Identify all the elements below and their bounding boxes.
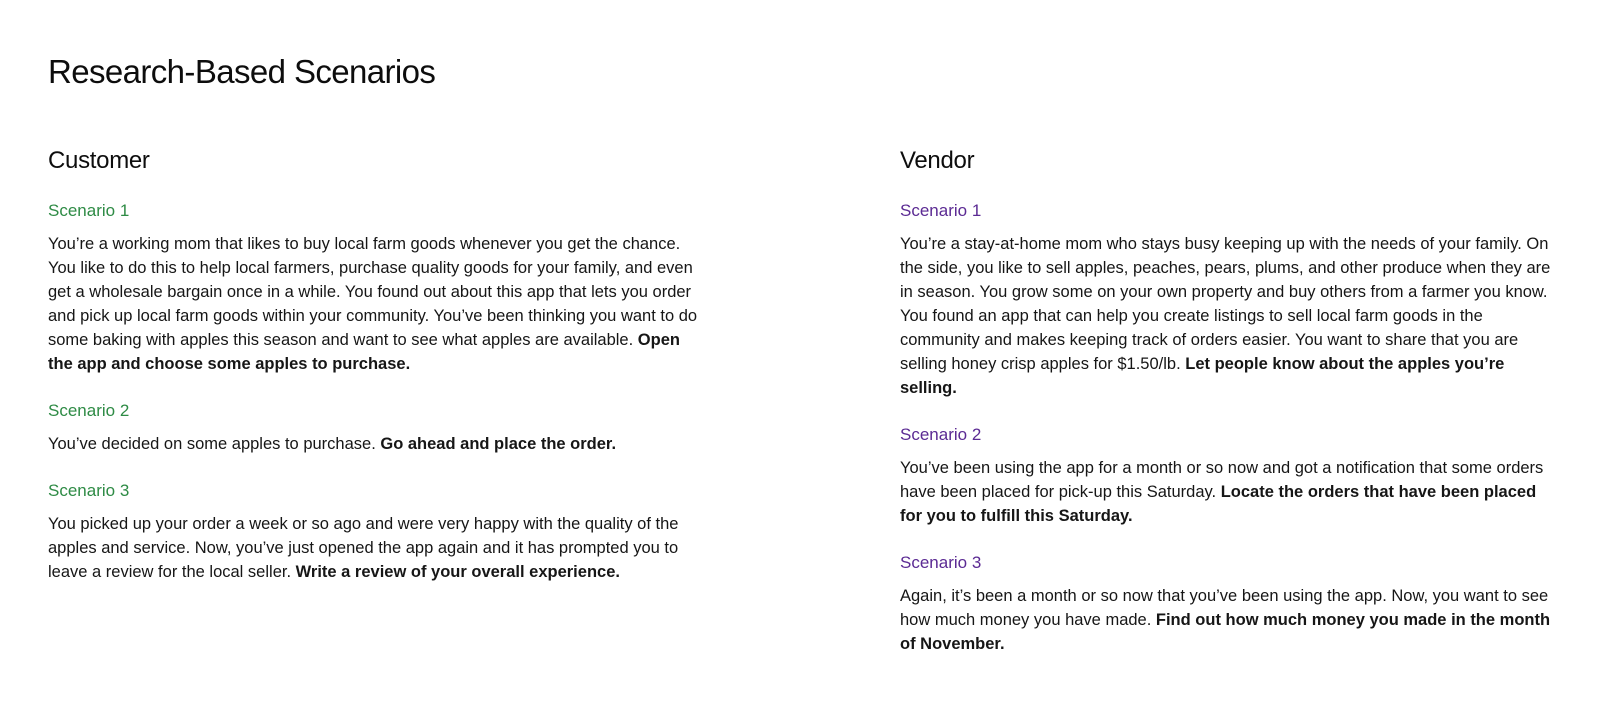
vendor-heading: Vendor bbox=[900, 147, 975, 174]
scenario-description bbox=[900, 232, 1560, 400]
scenario-task: Find out how much money you made in the month of November. bbox=[900, 611, 1551, 653]
scenario-text: You’re a stay-at-home mom who stays busy keeping up with the needs of your family. On the side, you like to sell apples, peaches, pears, plums, and other produce when they are in season. You grow some on your own property and buy others from a farmer you know. You found an app that can help you create listings to sell local farm goods in the community and makes keeping track of orders easier. You want to share that you are selling honey crisp apples for $1.50/lb. bbox=[900, 235, 1551, 373]
scenario-title: Scenario 2 bbox=[48, 401, 130, 420]
scenario-title: Scenario 3 bbox=[48, 481, 130, 500]
scenario-task: Open the app and choose some apples to purchase. bbox=[48, 331, 680, 373]
customer-scenario-1 bbox=[48, 200, 708, 376]
vendor-column bbox=[900, 146, 1560, 656]
scenario-title: Scenario 1 bbox=[48, 201, 130, 220]
scenario-task: Write a review of your overall experience. bbox=[295, 563, 620, 581]
scenario-description bbox=[48, 512, 708, 584]
scenario-description bbox=[900, 456, 1560, 528]
customer-column bbox=[48, 146, 708, 584]
scenario-text: You’ve decided on some apples to purchase. bbox=[48, 435, 381, 453]
customer-scenario-2 bbox=[48, 400, 708, 456]
scenario-description bbox=[48, 232, 708, 376]
scenario-title: Scenario 3 bbox=[900, 553, 982, 572]
scenario-task: Locate the orders that have been placed for you to fulfill this Saturday. bbox=[900, 483, 1537, 525]
scenario-text: Again, it’s been a month or so now that you’ve been using the app. Now, you want to see how much money you have made. bbox=[900, 587, 1549, 629]
vendor-scenario-3 bbox=[900, 552, 1560, 656]
customer-heading: Customer bbox=[48, 147, 150, 174]
scenario-text: You’re a working mom that likes to buy local farm goods whenever you get the chance. You like to do this to help local farmers, purchase quality goods for your family, and even get a wholesale bargain once in a while. You found out about this app that lets you order and pick up local farm goods within your community. You’ve been thinking you want to do some baking with apples this season and want to see what apples are available. bbox=[48, 235, 698, 349]
scenario-title: Scenario 1 bbox=[900, 201, 982, 220]
scenario-title: Scenario 2 bbox=[900, 425, 982, 444]
scenario-description bbox=[900, 584, 1560, 656]
vendor-scenario-2 bbox=[900, 424, 1560, 528]
customer-scenario-3 bbox=[48, 480, 708, 584]
page-title: Research-Based Scenarios bbox=[48, 53, 436, 90]
scenario-description bbox=[48, 432, 708, 456]
scenario-text: You picked up your order a week or so ago and were very happy with the quality of the apples and service. Now, you’ve just opened the app again and it has prompted you to leave a review for the local seller. bbox=[48, 515, 679, 581]
scenario-task: Let people know about the apples you’re selling. bbox=[900, 355, 1505, 397]
vendor-scenario-1 bbox=[900, 200, 1560, 400]
scenario-task: Go ahead and place the order. bbox=[380, 435, 617, 453]
scenario-text: You’ve been using the app for a month or so now and got a notification that some orders have been placed for pick-up this Saturday. bbox=[900, 459, 1544, 501]
